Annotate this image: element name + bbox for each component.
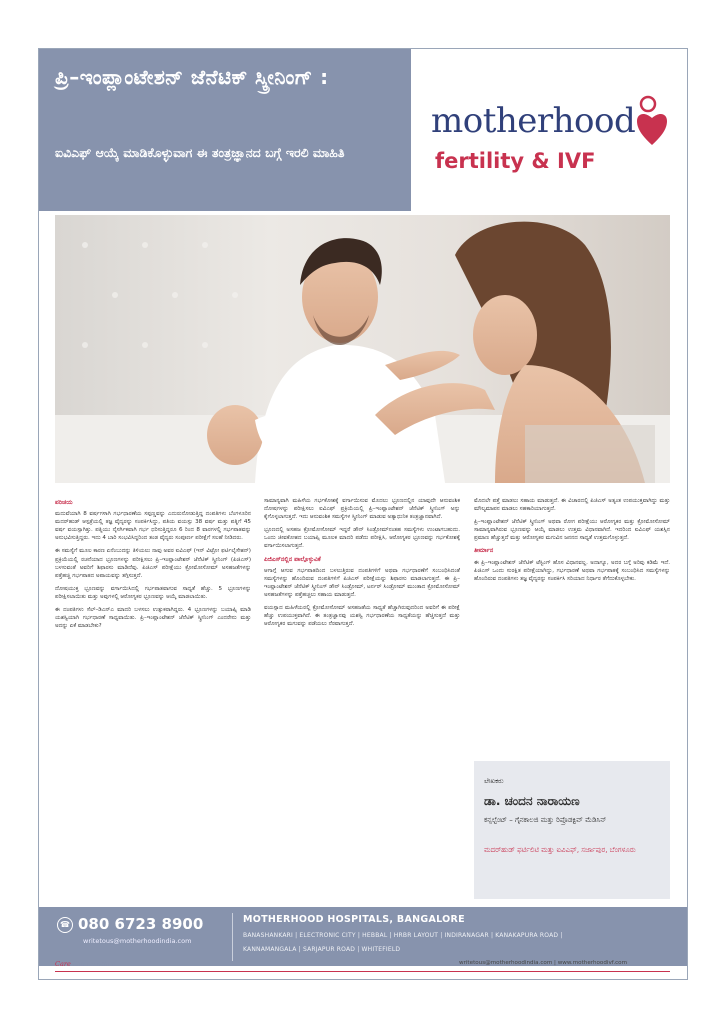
- article-body: [55, 497, 670, 899]
- article-column-3: [474, 497, 670, 588]
- tagline-care: Care: [55, 960, 71, 968]
- hospitals-title: MOTHERHOOD HOSPITALS, BANGALORE: [243, 914, 465, 925]
- author-box: [474, 761, 670, 899]
- page-title: ಪ್ರಿ–ಇಂಪ್ಲಾಂಟೇಶನ್ ಜೆನೆಟಿಕ್ ಸ್ಕ್ರೀನಿಂಗ್ :: [55, 65, 329, 89]
- paragraph: ಸಾಮಾನ್ಯವಾಗಿ ಮಹಿಳೆಯ ಗರ್ಭಕೋಶಕ್ಕೆ ವರ್ಗಾಯಿಸುವ ಮೊದಲು ಭ್ರೂಣದಲ್ಲಿನ ಯಾವುದೇ ಆನುವಂಶಿಕ ದೋಷಗಳನ್ನು ಪರೀಕ್ಷಿಸಲು ಐವಿಎಫ್ ಪ್ರಕ್ರಿಯೆಯಲ್ಲಿ ಪ್ರಿ–ಇಂಪ್ಲಾಂಟೇಶನ್ ಜೆನೆಟಿಕ್ ಸ್ಕ್ರೀನಿಂಗ್ ಅನ್ನು ಕೈಗೊಳ್ಳಲಾಗುತ್ತದೆ. ಇದು ಆನುವಂಶಿಕ ಸಮಸ್ಯೆಗಳ ಸ್ಕ್ರೀನಿಂಗ್ ಮಾಡುವ ಅತ್ಯಾಧುನಿಕ ತಂತ್ರಜ್ಞಾನವಾಗಿದೆ.: [264, 498, 460, 521]
- family-illustration: [55, 215, 670, 483]
- paragraph: ಪ್ರಿ–ಇಂಪ್ಲಾಂಟೇಶನ್ ಜೆನೆಟಿಕ್ ಸ್ಕ್ರೀನಿಂಗ್ ಅಥವಾ ರೋಗ ಪರೀಕ್ಷೆಯು ಆರೋಗ್ಯಕರ ಮತ್ತು ಕ್ರೋಮೋಸೋಮ್ ಸಾಮಾನ್ಯವಾಗಿರುವ ಭ್ರೂಣವನ್ನು ಆಯ್ಕೆ ಮಾಡಲು ಉತ್ತಮ ವಿಧಾನವಾಗಿದೆ. ಇದರಿಂದ ಐವಿಎಫ್ ಯಶಸ್ಸಿನ ಪ್ರಮಾಣ ಹೆಚ್ಚುತ್ತದೆ ಮತ್ತು ಆರೋಗ್ಯಕರ ಮಗುವಿನ ಜನನದ ಸಾಧ್ಯತೆ ಉತ್ತಮಗೊಳ್ಳುತ್ತದೆ.: [474, 519, 670, 542]
- bottom-rule: [55, 971, 670, 972]
- author-label: ಲೇಖಕರು: [484, 777, 504, 785]
- family-photo: [55, 215, 670, 483]
- author-name: ಡಾ. ಚಂದನ ನಾರಾಯಣ: [484, 794, 580, 808]
- footer-banner: [39, 907, 687, 966]
- author-hospital: ಮದರ್‌ಹುಡ್ ಫರ್ಟಿಲಿಟಿ ಮತ್ತು ಐವಿಎಫ್, ಸರ್ಜಾಪುರ, ಬೆಂಗಳೂರು: [484, 846, 636, 854]
- section-heading: ತೀರ್ಮಾನ: [474, 547, 494, 555]
- tagline-rest: like no other.: [70, 960, 117, 968]
- paragraph: ಮೊದಲೇ ಪತ್ತೆ ಮಾಡಲು ಸಹಾಯ ಮಾಡುತ್ತದೆ. ಈ ವಿಚಾರದಲ್ಲಿ ಪಿಜಿಎಸ್ ಅತ್ಯಂತ ಉಪಯುಕ್ತವಾಗಿದ್ದು ಮತ್ತು ಮೌಲ್ಯಮಾಪನ ಮಾಡಲು ಸಹಕಾರಿಯಾಗುತ್ತದೆ.: [474, 498, 670, 513]
- page-subtitle: ಐವಿಎಫ್ ಆಯ್ಕೆ ಮಾಡಿಕೊಳ್ಳುವಾಗ ಈ ತಂತ್ರಜ್ಞಾನದ ಬಗ್ಗೆ ಇರಲಿ ಮಾಹಿತಿ: [55, 145, 345, 160]
- paragraph: ವಯಸ್ಸಾದ ಮಹಿಳೆಯರಲ್ಲಿ ಕ್ರೋಮೋಸೋಮ್ ಅಸಹಜತೆಯ ಸಾಧ್ಯತೆ ಹೆಚ್ಚಾಗಿರುವುದರಿಂದ ಅವರಿಗೆ ಈ ಪರೀಕ್ಷೆ ಹೆಚ್ಚು ಉಪಯುಕ್ತವಾಗಿದೆ. ಈ ತಂತ್ರಜ್ಞಾನವು ಯಶಸ್ವಿ ಗರ್ಭಧಾರಣೆಯ ಸಾಧ್ಯತೆಯನ್ನು ಹೆಚ್ಚಿಸುತ್ತದೆ ಮತ್ತು ಆರೋಗ್ಯಕರ ಮಗುವನ್ನು ಪಡೆಯಲು ನೆರವಾಗುತ್ತದೆ.: [264, 605, 460, 628]
- motherhood-logo: [431, 89, 671, 179]
- logo-wordmark: motherhood: [431, 101, 636, 141]
- phone-number[interactable]: [57, 915, 203, 933]
- author-designation: ಕನ್ಸಲ್ಟೆಂಟ್ – ಗೈನಕಾಲಜಿ ಮತ್ತು ರಿಪ್ರೊಡಕ್ಟಿವ್ ಮೆಡಿಸಿನ್: [484, 816, 607, 824]
- website-link[interactable]: writetous@motherhoodindia.com | www.motherhoodivf.com: [459, 960, 628, 966]
- paragraph: ಈ ಸಮಸ್ಯೆಗೆ ಮೂಲ ಕಾರಣ ಏನೆಂಬುದನ್ನು ತಿಳಿಯಲು ನಾವು ಅವರ ಐವಿಎಫ್ (ಇನ್ ವಿಟ್ರೋ ಫರ್ಟಿಲೈಸೇಶನ್) ಪ್ರಕ್ರಿಯೆಯಲ್ಲಿ ರಚನೆಯಾದ ಭ್ರೂಣಗಳನ್ನು ಪರೀಕ್ಷಿಸಲು ಪ್ರಿ–ಇಂಪ್ಲಾಂಟೇಶನ್ ಜೆನೆಟಿಕ್ ಸ್ಕ್ರೀನಿಂಗ್ (ಪಿಜಿಎಸ್) ಬಳಸುವಂತೆ ಅವರಿಗೆ ಶಿಫಾರಸು ಮಾಡಿದೆವು. ಪಿಜಿಎಸ್ ಪರೀಕ್ಷೆಯು ಕ್ರೋಮೋಸೋಮ್ ಅಸಹಜತೆಗಳನ್ನು ಪತ್ತೆಹಚ್ಚಿ ಗರ್ಭಪಾತದ ಅಪಾಯವನ್ನು ತಗ್ಗಿಸುತ್ತದೆ.: [55, 548, 251, 579]
- section-heading: ಪರಿಚಯ: [55, 499, 73, 506]
- paragraph: ಈ ದಂಪತಿಗಳು ಸೆಲ್–ಡಿಎನ್‌ಎ ಮಾದರಿ ಬಳಸಲು ಉತ್ಸುಕರಾಗಿದ್ದರು. 4 ಭ್ರೂಣಗಳನ್ನು ಬಯಾಪ್ಸಿ ಮಾಡಿ ಯಶಸ್ವಿಯಾಗಿ ಗರ್ಭಧಾರಣೆ ಸಾಧ್ಯವಾಯಿತು. ಪ್ರಿ–ಇಂಪ್ಲಾಂಟೇಶನ್ ಜೆನೆಟಿಕ್ ಸ್ಕ್ರೀನಿಂಗ್ ಎಂದರೇನು ಮತ್ತು ಅದನ್ನು ಏಕೆ ಮಾಡಬೇಕು?: [55, 607, 251, 630]
- paragraph: ಮದುವೆಯಾಗಿ 8 ವರ್ಷಗಳಾಗಿ ಗರ್ಭಧಾರಣೆಯ ಸಪ್ಪಣ್ಣವನ್ನು ಎದುರುನೋಡುತ್ತಿದ್ದ ದಂಪತಿಗಳು ಬೆಂಗಳೂರಿನ ಮದರ್‌ಹುಡ್ ಆಸ್ಪತ್ರೆಯಲ್ಲಿ ತಜ್ಞ ವೈದ್ಯರನ್ನು ಸಂಪರ್ಕಿಸಿದ್ದು, ಪತಿಯ ವಯಸ್ಸು 38 ವರ್ಷ ಮತ್ತು ಪತ್ನಿಗೆ 45 ವರ್ಷ ವಯಸ್ಸಾಗಿತ್ತು. ಪತ್ನಿಯು ನೈಸರ್ಗಿಕವಾಗಿ ಗರ್ಭ ಧರಿಸುತ್ತಿದ್ದರೂ 6 ರಿಂದ 8 ವಾರಗಳಲ್ಲಿ ಗರ್ಭಪಾತವನ್ನು ಅನುಭವಿಸುತ್ತಿದ್ದರು. ಇದು 4 ಬಾರಿ ಸಂಭವಿಸಿದ್ದರಿಂದ ತಂಡ ವೈದ್ಯರು ಸಂಪೂರ್ಣ ಪರೀಕ್ಷೆಗೆ ಸಲಹೆ ನೀಡಿದರು.: [55, 511, 251, 542]
- title-banner: [39, 49, 411, 211]
- paragraph: ಆಗಾಗ್ಗೆ ಆಗುವ ಗರ್ಭಪಾತದಿಂದ ಬಳಲುತ್ತಿರುವ ದಂಪತಿಗಳಿಗೆ ಅಥವಾ ಗರ್ಭಧಾರಣೆಗೆ ಸಂಬಂಧಿಸಿದಂತೆ ಸಮಸ್ಯೆಗಳನ್ನು ಹೊಂದಿರುವ ದಂಪತಿಗಳಿಗೆ ಪಿಜಿಎಸ್ ಪರೀಕ್ಷೆಯನ್ನು ಶಿಫಾರಸು ಮಾಡಲಾಗುತ್ತದೆ. ಈ ಪ್ರಿ–ಇಂಪ್ಲಾಂಟೇಶನ್ ಜೆನೆಟಿಕ್ ಸ್ಕ್ರೀನಿಂಗ್ ಡೌನ್ ಸಿಂಡ್ರೋಮ್, ಟರ್ನರ್ ಸಿಂಡ್ರೋಮ್ ಮುಂತಾದ ಕ್ರೋಮೋಸೋಮ್ ಅಸಹಜತೆಗಳನ್ನು ಪತ್ತೆಹಚ್ಚಲು ಸಹಾಯ ಮಾಡುತ್ತದೆ.: [264, 567, 460, 598]
- logo-tagline: fertility & IVF: [435, 149, 596, 173]
- paragraph: ಈ ಪ್ರಿ–ಇಂಪ್ಲಾಂಟೇಶನ್ ಜೆನೆಟಿಕ್ ಟೆಸ್ಟಿಂಗ್ ಹೊಸ ವಿಧಾನವಲ್ಲ. ಅದಾಗ್ಯೂ, ಅದರ ಬಗ್ಗೆ ಅರಿವು ಕಡಿಮೆ ಇದೆ. ಪಿಜಿಎಸ್ ಒಂದು ಸುರಕ್ಷಿತ ಪರೀಕ್ಷೆಯಾಗಿದ್ದು, ಗರ್ಭಧಾರಣೆ ಅಥವಾ ಗರ್ಭಪಾತಕ್ಕೆ ಸಂಬಂಧಿಸಿದ ಸಮಸ್ಯೆಗಳನ್ನು ಹೊಂದಿರುವ ದಂಪತಿಗಳು ತಜ್ಞ ವೈದ್ಯರನ್ನು ಸಂಪರ್ಕಿಸಿ ಸರಿಯಾದ ನಿರ್ಧಾರ ತೆಗೆದುಕೊಳ್ಳಬೇಕು.: [474, 559, 670, 582]
- branch-line: BANASHANKARI | ELECTRONIC CITY | HEBBAL | HRBR LAYOUT | INDIRANAGAR | KANAKAPURA ROAD |: [243, 932, 563, 939]
- advertorial-page: [38, 48, 688, 980]
- email-link[interactable]: writetous@motherhoodindia.com: [83, 937, 192, 945]
- section-heading: ಪಿಜಿಎಸ್‌ನಲ್ಲಿನ ಪಾಲ್ಗೊಳ್ಳುವಿಕೆ: [264, 555, 321, 563]
- branch-list: [243, 929, 683, 957]
- branch-line: KANNAMANGALA | SARJAPUR ROAD | WHITEFIELD: [243, 946, 401, 953]
- article-column-2: [264, 497, 460, 633]
- brand-tagline: [55, 960, 116, 968]
- heart-icon: [637, 93, 667, 149]
- paragraph: ಭ್ರೂಣದಲ್ಲಿ ಅಸಹಜ ಕ್ರೋಮೋಸೋಮ್ ಇದ್ದರೆ ಡೌನ್ ಸಿಂಡ್ರೋಮ್‌ನಂತಹ ಸಮಸ್ಯೆಗಳು ಉಂಟಾಗಬಹುದು. ಒಂದು ಜೀವಕೋಶದ ಬಯಾಪ್ಸಿ ಮೂಲಕ ಮಾದರಿ ಪಡೆದು ಪರೀಕ್ಷಿಸಿ, ಆರೋಗ್ಯಕರ ಭ್ರೂಣವನ್ನು ಗರ್ಭಕೋಶಕ್ಕೆ ವರ್ಗಾಯಿಸಲಾಗುತ್ತದೆ.: [264, 527, 460, 550]
- article-column-1: [55, 497, 251, 635]
- phone-icon: ☎: [57, 917, 73, 933]
- paragraph: ದೋಷಯುಕ್ತ ಭ್ರೂಣವನ್ನು ವರ್ಗಾಯಿಸಿದಲ್ಲಿ ಗರ್ಭಪಾತವಾಗುವ ಸಾಧ್ಯತೆ ಹೆಚ್ಚು. 5 ಭ್ರೂಣಗಳನ್ನು ಪರೀಕ್ಷಿಸಲಾಯಿತು ಮತ್ತು ಅವುಗಳಲ್ಲಿ ಆರೋಗ್ಯಕರ ಭ್ರೂಣವನ್ನು ಆಯ್ಕೆ ಮಾಡಲಾಯಿತು.: [55, 585, 251, 600]
- phone-text: 080 6723 8900: [78, 915, 204, 933]
- footer-divider: [232, 913, 233, 961]
